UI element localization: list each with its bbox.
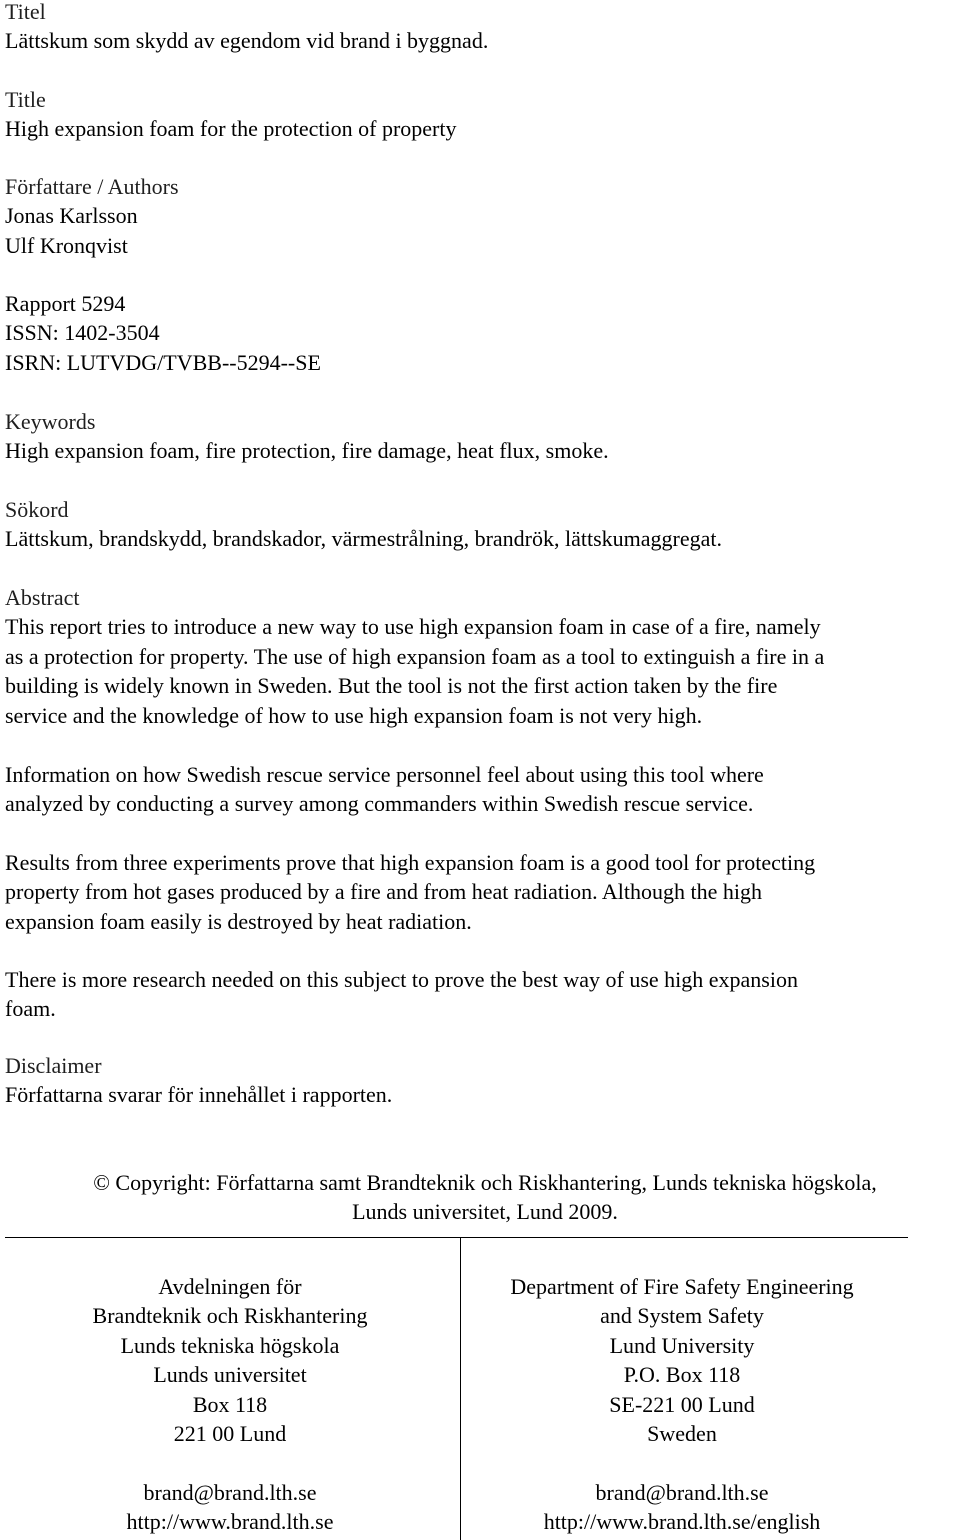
keywords-section xyxy=(5,407,955,466)
website-link[interactable]: http://www.brand.lth.se xyxy=(126,1509,334,1535)
abstract-line: building is widely known in Sweden. But the tool is not the first action taken by the fire xyxy=(5,673,778,699)
abstract-label: Abstract xyxy=(5,585,80,610)
title-label: Title xyxy=(5,87,46,112)
abstract-line: service and the knowledge of how to use high expansion foam is not very high. xyxy=(5,702,703,728)
keywords-label: Keywords xyxy=(5,409,96,434)
email-link[interactable]: brand@brand.lth.se xyxy=(143,1479,317,1505)
authors-section xyxy=(5,172,955,260)
title-section xyxy=(5,85,955,144)
vertical-divider xyxy=(460,1238,461,1540)
abstract-paragraph-2 xyxy=(5,760,955,819)
author-name: Ulf Kronqvist xyxy=(5,232,128,258)
disclaimer-label: Disclaimer xyxy=(5,1053,102,1078)
sokord-value: Lättskum, brandskydd, brandskador, värmestrålning, brandrök, lättskumaggregat. xyxy=(5,526,722,552)
abstract-line: property from hot gases produced by a fire and from heat radiation. Although the high xyxy=(5,879,762,905)
abstract-line: Information on how Swedish rescue service personnel feel about using this tool where xyxy=(5,762,764,787)
abstract-section xyxy=(5,583,955,730)
spacer xyxy=(470,1448,894,1477)
address-line: 221 00 Lund xyxy=(173,1421,287,1447)
report-number: Rapport 5294 xyxy=(5,291,126,316)
title-value: High expansion foam for the protection of property xyxy=(5,116,457,142)
titel-section xyxy=(5,0,955,56)
disclaimer-value: Författarna svarar för innehållet i rapporten. xyxy=(5,1082,393,1108)
sokord-label: Sökord xyxy=(5,497,69,522)
abstract-line: This report tries to introduce a new way to use high expansion foam in case of a fire, namely xyxy=(5,614,821,640)
copyright-line: Lunds universitet, Lund 2009. xyxy=(352,1199,618,1225)
address-line: Lunds tekniska högskola xyxy=(120,1332,340,1358)
abstract-line: There is more research needed on this subject to prove the best way of use high expansion xyxy=(5,967,798,992)
website-link[interactable]: http://www.brand.lth.se/english xyxy=(543,1509,821,1535)
disclaimer-section xyxy=(5,1051,955,1110)
address-line: Sweden xyxy=(647,1421,717,1447)
report-isrn: ISRN: LUTVDG/TVBB--5294--SE xyxy=(5,349,321,375)
abstract-paragraph-3 xyxy=(5,848,955,936)
email-link[interactable]: brand@brand.lth.se xyxy=(595,1479,769,1505)
horizontal-divider xyxy=(5,1237,908,1238)
abstract-line: as a protection for property. The use of high expansion foam as a tool to extinguish a fire in a xyxy=(5,643,825,669)
abstract-line: foam. xyxy=(5,996,56,1022)
address-swedish xyxy=(30,1272,430,1537)
report-info-section xyxy=(5,289,955,377)
address-line: Department of Fire Safety Engineering xyxy=(510,1274,854,1299)
report-issn: ISSN: 1402-3504 xyxy=(5,320,160,346)
abstract-line: expansion foam easily is destroyed by heat radiation. xyxy=(5,908,472,934)
authors-label: Författare / Authors xyxy=(5,174,179,199)
copyright-line: © Copyright: Författarna samt Brandteknik och Riskhantering, Lunds tekniska högskola, xyxy=(93,1170,877,1195)
sokord-section xyxy=(5,495,955,554)
abstract-line: Results from three experiments prove that high expansion foam is a good tool for protecting xyxy=(5,850,816,875)
author-name: Jonas Karlsson xyxy=(5,203,138,229)
address-line: SE-221 00 Lund xyxy=(609,1391,755,1417)
abstract-line: analyzed by conducting a survey among commanders within Swedish rescue service. xyxy=(5,791,754,817)
address-english xyxy=(470,1272,894,1537)
titel-value: Lättskum som skydd av egendom vid brand i byggnad. xyxy=(5,28,489,54)
address-line: P.O. Box 118 xyxy=(623,1362,741,1388)
copyright-notice xyxy=(0,1168,960,1227)
address-line: Brandteknik och Riskhantering xyxy=(92,1303,368,1329)
address-line: Avdelningen för xyxy=(158,1274,302,1299)
address-line: Box 118 xyxy=(192,1391,268,1417)
address-line: Lund University xyxy=(609,1332,755,1358)
spacer xyxy=(30,1448,430,1477)
address-line: Lunds universitet xyxy=(153,1362,307,1388)
titel-label: Titel xyxy=(5,0,46,24)
keywords-value: High expansion foam, fire protection, fire damage, heat flux, smoke. xyxy=(5,438,609,464)
address-line: and System Safety xyxy=(600,1303,764,1329)
abstract-paragraph-4 xyxy=(5,965,955,1024)
